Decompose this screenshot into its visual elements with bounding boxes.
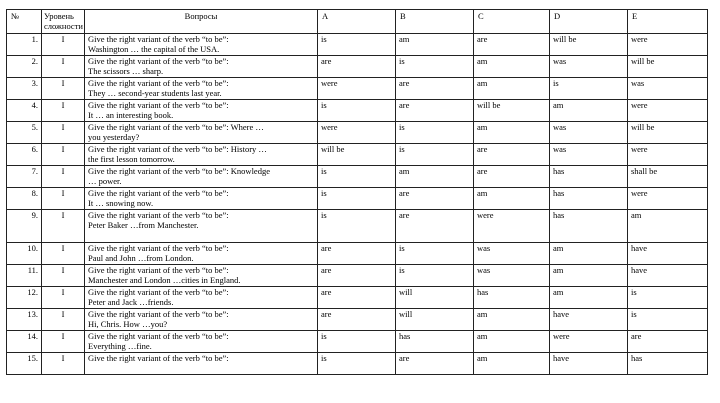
row-option-e: have — [628, 265, 708, 287]
row-number: 15. — [7, 353, 42, 375]
row-number: 2. — [7, 56, 42, 78]
row-option-c: will be — [474, 100, 550, 122]
row-option-d: was — [550, 122, 628, 144]
question-prompt: Give the right variant of the verb “to be”: — [88, 78, 229, 88]
table-row — [7, 265, 708, 287]
row-option-c: am — [474, 309, 550, 331]
row-question — [85, 210, 318, 243]
row-option-a: are — [318, 56, 396, 78]
row-difficulty-level: I — [42, 265, 85, 287]
question-prompt: Give the right variant of the verb “to be”: History … — [88, 144, 267, 154]
row-option-d: has — [550, 188, 628, 210]
question-prompt: Give the right variant of the verb “to be”: — [88, 210, 229, 220]
row-option-b: is — [396, 122, 474, 144]
row-option-a: are — [318, 265, 396, 287]
row-option-e: was — [628, 78, 708, 100]
header-number: № — [7, 10, 42, 34]
row-option-b: are — [396, 100, 474, 122]
row-number: 5. — [7, 122, 42, 144]
row-difficulty-level: I — [42, 287, 85, 309]
row-option-b: is — [396, 144, 474, 166]
question-prompt: Give the right variant of the verb “to be”: — [88, 56, 229, 66]
question-prompt: Give the right variant of the verb “to be”: — [88, 188, 229, 198]
row-question — [85, 100, 318, 122]
header-questions: Вопросы — [85, 10, 318, 34]
row-question — [85, 243, 318, 265]
table-row — [7, 100, 708, 122]
row-option-b: are — [396, 210, 474, 243]
row-difficulty-level: I — [42, 100, 85, 122]
row-option-b: am — [396, 34, 474, 56]
table-row — [7, 78, 708, 100]
row-question — [85, 166, 318, 188]
row-number: 3. — [7, 78, 42, 100]
row-option-d: was — [550, 56, 628, 78]
row-option-b: will — [396, 309, 474, 331]
row-question — [85, 265, 318, 287]
row-difficulty-level: I — [42, 309, 85, 331]
question-sentence: Peter and Jack …friends. — [88, 297, 174, 307]
row-difficulty-level: I — [42, 78, 85, 100]
row-option-a: is — [318, 188, 396, 210]
row-option-e: is — [628, 309, 708, 331]
row-option-d: have — [550, 309, 628, 331]
row-option-e: were — [628, 100, 708, 122]
question-sentence: Washington … the capital of the USA. — [88, 44, 220, 54]
question-prompt: Give the right variant of the verb “to be”: — [88, 100, 229, 110]
row-option-d: is — [550, 78, 628, 100]
question-sentence: Peter Baker …from Manchester. — [88, 220, 199, 230]
row-option-d: will be — [550, 34, 628, 56]
row-difficulty-level: I — [42, 122, 85, 144]
row-difficulty-level: I — [42, 188, 85, 210]
row-number: 1. — [7, 34, 42, 56]
row-question — [85, 56, 318, 78]
table-header-row — [7, 10, 708, 34]
row-option-c: are — [474, 166, 550, 188]
row-option-c: am — [474, 78, 550, 100]
table-row — [7, 309, 708, 331]
row-option-b: has — [396, 331, 474, 353]
row-question — [85, 34, 318, 56]
row-option-e: has — [628, 353, 708, 375]
row-option-d: have — [550, 353, 628, 375]
row-option-a: are — [318, 243, 396, 265]
row-option-c: am — [474, 331, 550, 353]
row-option-e: have — [628, 243, 708, 265]
question-sentence: … power. — [88, 176, 122, 186]
row-number: 14. — [7, 331, 42, 353]
question-sentence: you yesterday? — [88, 132, 140, 142]
row-option-d: was — [550, 144, 628, 166]
row-option-e: is — [628, 287, 708, 309]
question-prompt: Give the right variant of the verb “to be”: — [88, 265, 229, 275]
row-option-b: is — [396, 265, 474, 287]
row-option-a: are — [318, 309, 396, 331]
row-option-a: is — [318, 210, 396, 243]
row-option-b: is — [396, 243, 474, 265]
row-option-c: am — [474, 56, 550, 78]
row-difficulty-level: I — [42, 353, 85, 375]
row-number: 8. — [7, 188, 42, 210]
row-option-a: is — [318, 331, 396, 353]
row-option-b: are — [396, 78, 474, 100]
table-row — [7, 353, 708, 375]
row-option-c: was — [474, 243, 550, 265]
row-option-b: am — [396, 166, 474, 188]
question-sentence: Manchester and London …cities in England. — [88, 275, 241, 285]
row-option-e: shall be — [628, 166, 708, 188]
question-sentence: Paul and John …from London. — [88, 253, 194, 263]
row-question — [85, 353, 318, 375]
header-option-b: B — [396, 10, 474, 34]
header-option-c: C — [474, 10, 550, 34]
row-option-c: has — [474, 287, 550, 309]
row-difficulty-level: I — [42, 331, 85, 353]
question-prompt: Give the right variant of the verb “to be”: — [88, 309, 229, 319]
row-option-e: will be — [628, 56, 708, 78]
row-question — [85, 78, 318, 100]
row-option-d: has — [550, 166, 628, 188]
row-question — [85, 309, 318, 331]
header-level-line2: сложности — [44, 21, 83, 31]
table-body — [7, 34, 708, 375]
row-option-e: were — [628, 144, 708, 166]
question-sentence: Hi, Chris. How …you? — [88, 319, 168, 329]
row-option-c: are — [474, 34, 550, 56]
table-row — [7, 243, 708, 265]
row-option-a: is — [318, 100, 396, 122]
row-number: 6. — [7, 144, 42, 166]
row-option-b: is — [396, 56, 474, 78]
row-option-d: am — [550, 265, 628, 287]
row-question — [85, 287, 318, 309]
question-sentence: Everything …fine. — [88, 341, 152, 351]
table-row — [7, 188, 708, 210]
row-option-a: is — [318, 34, 396, 56]
header-option-e: E — [628, 10, 708, 34]
question-prompt: Give the right variant of the verb “to be”: — [88, 287, 229, 297]
table-row — [7, 331, 708, 353]
question-sentence: It … snowing now. — [88, 198, 154, 208]
header-option-d: D — [550, 10, 628, 34]
question-sentence: the first lesson tomorrow. — [88, 154, 175, 164]
table-row — [7, 34, 708, 56]
header-option-a: A — [318, 10, 396, 34]
question-prompt: Give the right variant of the verb “to be”: — [88, 243, 229, 253]
row-option-c: am — [474, 353, 550, 375]
table-row — [7, 166, 708, 188]
row-option-b: are — [396, 188, 474, 210]
row-question — [85, 122, 318, 144]
row-difficulty-level: I — [42, 166, 85, 188]
row-option-c: am — [474, 188, 550, 210]
question-sentence: The scissors … sharp. — [88, 66, 164, 76]
row-number: 10. — [7, 243, 42, 265]
row-option-a: were — [318, 122, 396, 144]
row-option-d: am — [550, 287, 628, 309]
row-difficulty-level: I — [42, 210, 85, 243]
row-difficulty-level: I — [42, 34, 85, 56]
header-level-line1: Уровень — [44, 11, 74, 21]
row-option-a: is — [318, 166, 396, 188]
row-number: 4. — [7, 100, 42, 122]
row-difficulty-level: I — [42, 243, 85, 265]
row-option-a: are — [318, 287, 396, 309]
row-number: 7. — [7, 166, 42, 188]
row-number: 13. — [7, 309, 42, 331]
row-option-c: am — [474, 122, 550, 144]
row-option-e: am — [628, 210, 708, 243]
row-option-d: am — [550, 100, 628, 122]
row-difficulty-level: I — [42, 144, 85, 166]
row-option-a: will be — [318, 144, 396, 166]
table-row — [7, 210, 708, 243]
table-row — [7, 56, 708, 78]
row-number: 11. — [7, 265, 42, 287]
row-option-e: are — [628, 331, 708, 353]
table-row — [7, 144, 708, 166]
row-question — [85, 188, 318, 210]
row-number: 12. — [7, 287, 42, 309]
question-prompt: Give the right variant of the verb “to be”: — [88, 353, 229, 363]
row-option-d: has — [550, 210, 628, 243]
row-question — [85, 331, 318, 353]
question-prompt: Give the right variant of the verb “to be”: — [88, 34, 229, 44]
row-option-a: were — [318, 78, 396, 100]
row-option-e: were — [628, 188, 708, 210]
row-option-a: is — [318, 353, 396, 375]
row-option-c: are — [474, 144, 550, 166]
row-option-c: were — [474, 210, 550, 243]
row-option-d: am — [550, 243, 628, 265]
table-row — [7, 122, 708, 144]
question-sentence: It … an interesting book. — [88, 110, 174, 120]
row-difficulty-level: I — [42, 56, 85, 78]
question-sentence: They … second-year students last year. — [88, 88, 222, 98]
row-option-b: are — [396, 353, 474, 375]
row-question — [85, 144, 318, 166]
row-number: 9. — [7, 210, 42, 243]
questions-table — [6, 9, 708, 375]
question-prompt: Give the right variant of the verb “to be”: Knowledge — [88, 166, 270, 176]
row-option-e: were — [628, 34, 708, 56]
table-row — [7, 287, 708, 309]
row-option-e: will be — [628, 122, 708, 144]
row-option-d: were — [550, 331, 628, 353]
header-difficulty-level — [42, 10, 85, 34]
question-prompt: Give the right variant of the verb “to be”: Where … — [88, 122, 264, 132]
row-option-c: was — [474, 265, 550, 287]
row-option-b: will — [396, 287, 474, 309]
question-prompt: Give the right variant of the verb “to be”: — [88, 331, 229, 341]
